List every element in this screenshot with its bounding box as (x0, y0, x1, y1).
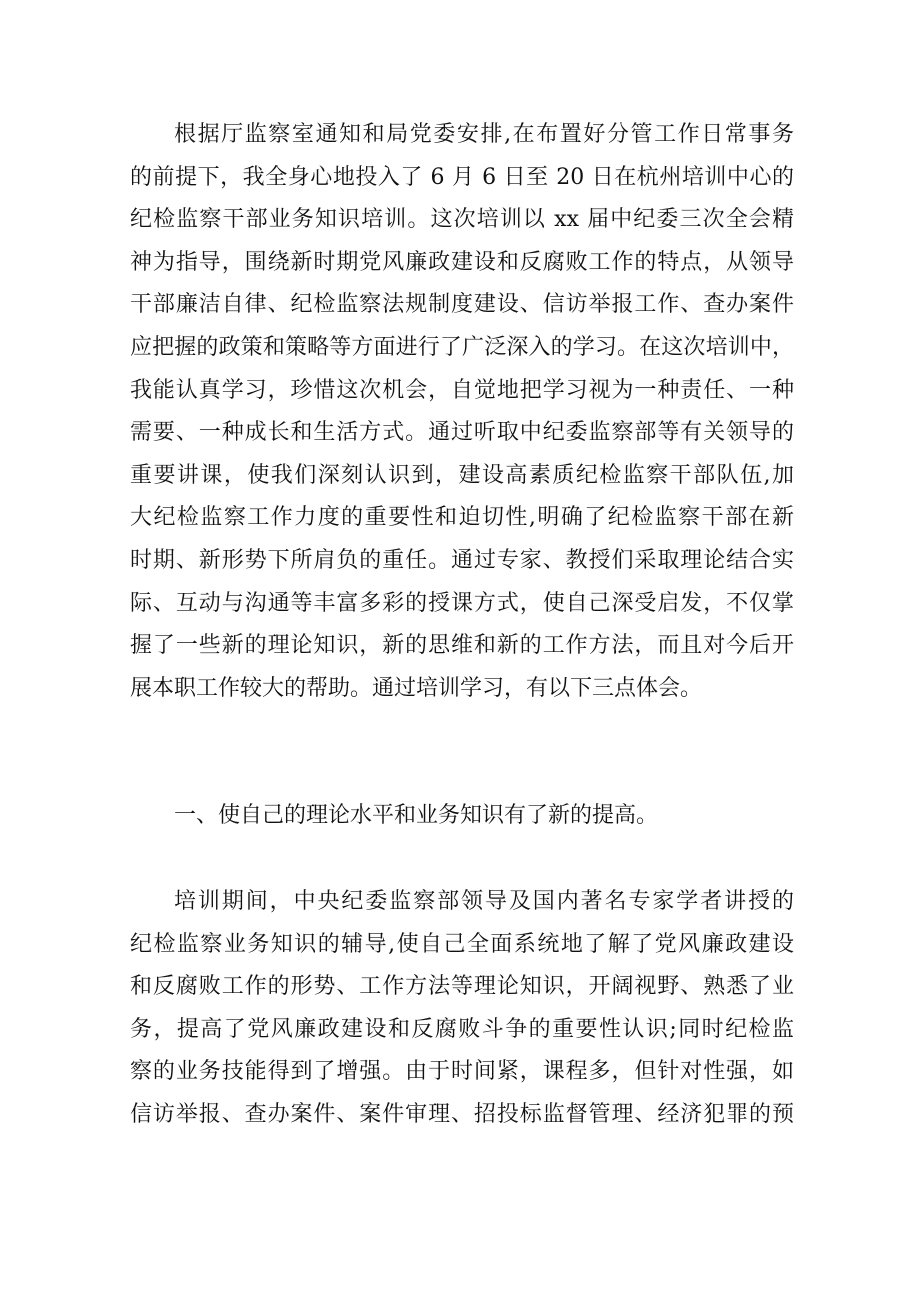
paragraph-2 (130, 881, 794, 1137)
paragraph-line: 纪检监察业务知识的辅导,使自己全面系统地了解了党风廉政建设 (130, 931, 794, 957)
paragraph-line: 务，提高了党风廉政建设和反腐败斗争的重要性认识;同时纪检监 (130, 1016, 794, 1042)
paragraph-line: 培训期间，中央纪委监察部领导及国内著名专家学者讲授的 (174, 889, 794, 914)
paragraph-line: 察的业务技能得到了增强。由于时间紧，课程多，但针对性强，如 (130, 1059, 794, 1085)
paragraph-line: 信访举报、查办案件、案件审理、招投标监督管理、经济犯罪的预 (130, 1101, 794, 1127)
paragraph-line: 根据厅监察室通知和局党委安排,在布置好分管工作日常事务 (174, 122, 794, 147)
paragraph-line: 重要讲课，使我们深刻认识到，建设高素质纪检监察干部队伍,加 (130, 462, 794, 488)
paragraph-line: 我能认真学习，珍惜这次机会，自觉地把学习视为一种责任、一种 (130, 377, 794, 403)
paragraph-line: 时期、新形势下所肩负的重任。通过专家、教授们采取理论结合实 (130, 547, 794, 573)
paragraph-line: 干部廉洁自律、纪检监察法规制度建设、信访举报工作、查办案件 (130, 292, 794, 318)
paragraph-1 (130, 114, 794, 710)
paragraph-line: 神为指导，围绕新时期党风廉政建设和反腐败工作的特点，从领导 (130, 249, 794, 275)
paragraph-line: 展本职工作较大的帮助。通过培训学习，有以下三点体会。 (130, 675, 703, 701)
section-heading-text: 一、使自己的理论水平和业务知识有了新的提高。 (174, 803, 659, 828)
paragraph-line: 大纪检监察工作力度的重要性和迫切性,明确了纪检监察干部在新 (130, 505, 794, 531)
paragraph-line: 和反腐败工作的形势、工作方法等理论知识，开阔视野、熟悉了业 (130, 974, 794, 1000)
paragraph-line: 需要、一种成长和生活方式。通过听取中纪委监察部等有关领导的 (130, 420, 794, 446)
paragraph-line: 纪检监察干部业务知识培训。这次培训以 xx 届中纪委三次全会精 (130, 207, 794, 233)
paragraph-line: 际、互动与沟通等丰富多彩的授课方式，使自己深受启发，不仅掌 (130, 590, 794, 616)
section-heading-1 (130, 795, 794, 838)
paragraph-line: 应把握的政策和策略等方面进行了广泛深入的学习。在这次培训中， (130, 334, 794, 360)
paragraph-line: 的前提下，我全身心地投入了 6 月 6 日至 20 日在杭州培训中心的 (130, 164, 794, 190)
paragraph-line: 握了一些新的理论知识，新的思维和新的工作方法，而且对今后开 (130, 633, 794, 659)
